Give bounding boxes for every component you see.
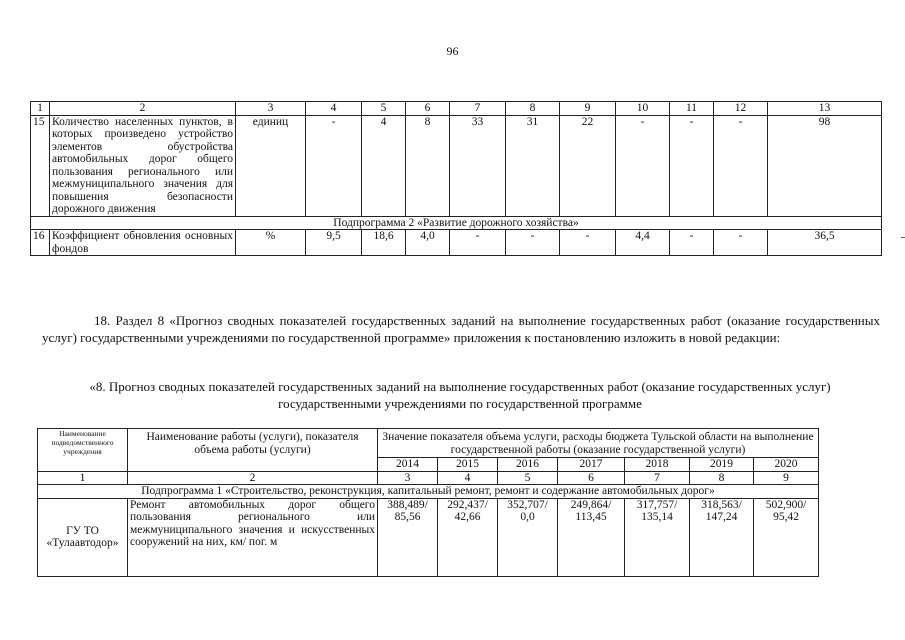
column-number: 5 — [498, 471, 558, 485]
work-header: Наименование работы (услуги), показателя объема работы (услуги) — [128, 429, 378, 472]
value-cell: - — [670, 230, 714, 256]
volume-value: 292,437/ — [447, 498, 488, 511]
header-cell: 6 — [406, 102, 450, 116]
column-number: 4 — [438, 471, 498, 485]
volume-value: 249,864/ — [570, 498, 612, 511]
indicator-name: Коэффициент обновления основных фондов — [50, 230, 236, 256]
unit-cell: % — [236, 230, 306, 256]
column-numbers-row — [38, 471, 819, 485]
volume-value: 352,707/ — [507, 498, 548, 511]
header-cell: 1 — [31, 102, 50, 116]
column-number: 2 — [128, 471, 378, 485]
value-cell: - — [616, 115, 670, 216]
volume-value: 318,563/ — [701, 498, 742, 511]
year-cell: 2019 — [690, 458, 754, 472]
row-number: 16 — [31, 230, 50, 256]
unit-cell: единиц — [236, 115, 306, 216]
value-cell: - — [306, 115, 362, 216]
indicator-name: Количество населенных пунктов, в которых произведено устройство элементов обустройства автомобильных дорог общего пользования регионального или межмуниципального значения для повышения безопасности дорожного движения — [50, 115, 236, 216]
value-cell — [498, 498, 558, 576]
year-cell: 2016 — [498, 458, 558, 472]
values-header: Значение показателя объема услуги, расходы бюджета Тульской области на выполнение государственной работы (оказание государственной услуги) — [378, 429, 819, 458]
subprogram-title: Подпрограмма 2 «Развитие дорожного хозяйства» — [31, 216, 882, 230]
header-cell: 3 — [236, 102, 306, 116]
value-cell: 22 — [560, 115, 616, 216]
header-cell: 13 — [768, 102, 882, 116]
indicators-table — [30, 101, 882, 256]
column-number: 6 — [558, 471, 625, 485]
expense-value: 95,42 — [773, 511, 799, 523]
value-cell: 36,5 — [768, 230, 882, 256]
value-cell: 8 — [406, 115, 450, 216]
table-header-row — [38, 429, 819, 458]
column-number: 1 — [38, 471, 128, 485]
value-cell — [625, 498, 690, 576]
expense-value: 42,66 — [454, 511, 481, 523]
volume-value: 502,900/ — [765, 498, 807, 511]
year-cell: 2018 — [625, 458, 690, 472]
volume-value: 317,757/ — [636, 498, 678, 511]
value-cell: 31 — [506, 115, 560, 216]
header-cell: 8 — [506, 102, 560, 116]
value-cell: - — [450, 230, 506, 256]
expense-value: 85,56 — [394, 511, 421, 523]
value-cell: 4,4 — [616, 230, 670, 256]
value-cell: 4,0 — [406, 230, 450, 256]
institution-header: Наименование подведомственного учреждения — [38, 429, 128, 472]
subprogram-row — [38, 485, 819, 499]
value-cell: 18,6 — [362, 230, 406, 256]
value-cell: - — [670, 115, 714, 216]
value-cell: - — [714, 230, 768, 256]
year-cell: 2017 — [558, 458, 625, 472]
scan-mark — [901, 237, 905, 238]
row-number: 15 — [31, 115, 50, 216]
subprogram-row — [31, 216, 882, 230]
table-header-row — [31, 102, 882, 116]
header-cell: 9 — [560, 102, 616, 116]
value-cell: 9,5 — [306, 230, 362, 256]
column-number: 9 — [754, 471, 819, 485]
header-cell: 7 — [450, 102, 506, 116]
paragraph-18: 18. Раздел 8 «Прогноз сводных показателей государственных заданий на выполнение государственных работ (оказание государственных услуг) государственными учреждениями по государственной программе» приложения к постановлению изложить в новой редакции: — [42, 313, 880, 345]
expense-value: 135,14 — [641, 511, 673, 523]
year-cell: 2014 — [378, 458, 438, 472]
page-number: 96 — [446, 44, 459, 58]
value-cell: 33 — [450, 115, 506, 216]
table-row — [31, 115, 882, 216]
value-cell — [378, 498, 438, 576]
section-8-title: «8. Прогноз сводных показателей государственных заданий на выполнение государственных работ (оказание государственных услуг) государственными учреждениями по государственной программе — [89, 379, 831, 411]
expense-value: 147,24 — [705, 511, 738, 523]
volume-value: 388,489/ — [387, 498, 428, 511]
value-cell: 98 — [768, 115, 882, 216]
value-cell: - — [506, 230, 560, 256]
subprogram-title: Подпрограмма 1 «Строительство, реконструкция, капитальный ремонт, ремонт и содержание автомобильных дорог» — [38, 485, 819, 499]
header-cell: 10 — [616, 102, 670, 116]
header-cell: 12 — [714, 102, 768, 116]
value-cell: - — [714, 115, 768, 216]
institution-name: ГУ ТО «Тулаавтодор» — [38, 498, 128, 576]
value-cell — [438, 498, 498, 576]
year-cell: 2020 — [754, 458, 819, 472]
year-cell: 2015 — [438, 458, 498, 472]
expense-value: 113,45 — [575, 511, 607, 523]
state-tasks-table — [37, 428, 819, 577]
work-name: Ремонт автомобильных дорог общего пользования регионального или межмуниципального значения и искусственных сооружений на них, км/ пог. м — [128, 498, 378, 576]
header-cell: 5 — [362, 102, 406, 116]
header-cell: 2 — [50, 102, 236, 116]
column-number: 8 — [690, 471, 754, 485]
table-row — [38, 498, 819, 576]
header-cell: 4 — [306, 102, 362, 116]
column-number: 3 — [378, 471, 438, 485]
value-cell: 4 — [362, 115, 406, 216]
expense-value: 0,0 — [520, 511, 535, 523]
column-number: 7 — [625, 471, 690, 485]
table-row — [31, 230, 882, 256]
value-cell — [754, 498, 819, 576]
value-cell — [690, 498, 754, 576]
value-cell: - — [560, 230, 616, 256]
header-cell: 11 — [670, 102, 714, 116]
value-cell — [558, 498, 625, 576]
